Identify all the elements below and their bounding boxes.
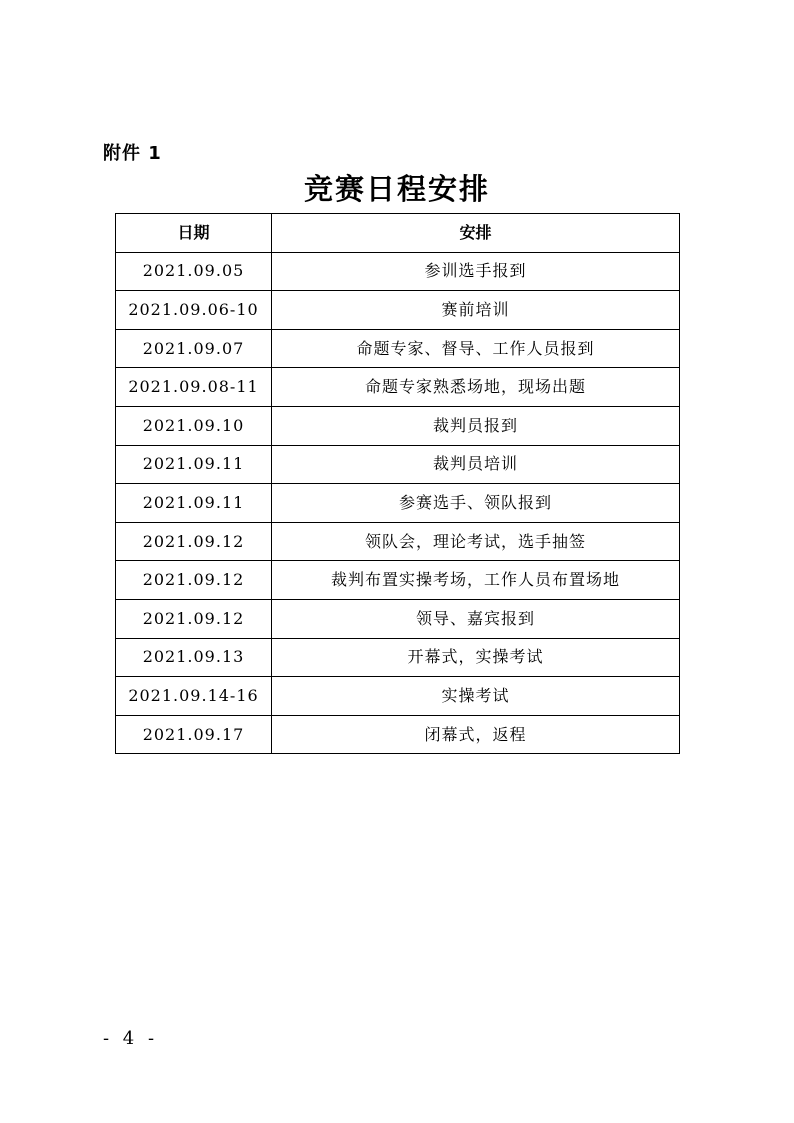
table-row xyxy=(116,291,680,330)
attachment-label: 附件 1 xyxy=(103,143,162,164)
schedule-table xyxy=(115,213,680,754)
table-row xyxy=(116,252,680,291)
date-cell: 2021.09.10 xyxy=(116,406,272,445)
date-cell: 2021.09.12 xyxy=(116,599,272,638)
date-cell: 2021.09.14-16 xyxy=(116,677,272,716)
table-row xyxy=(116,561,680,600)
table-row xyxy=(116,445,680,484)
document-title: 竞赛日程安排 xyxy=(303,172,490,206)
plan-cell: 开幕式，实操考试 xyxy=(272,638,680,677)
plan-cell: 赛前培训 xyxy=(272,291,680,330)
table-row xyxy=(116,368,680,407)
date-cell: 2021.09.11 xyxy=(116,484,272,523)
plan-cell: 实操考试 xyxy=(272,677,680,716)
table-row xyxy=(116,599,680,638)
table-row xyxy=(116,484,680,523)
page-number: - 4 - xyxy=(103,1028,159,1049)
table-row xyxy=(116,329,680,368)
date-cell: 2021.09.12 xyxy=(116,522,272,561)
plan-cell: 参赛选手、领队报到 xyxy=(272,484,680,523)
table-row xyxy=(116,406,680,445)
plan-cell: 裁判员报到 xyxy=(272,406,680,445)
date-cell: 2021.09.13 xyxy=(116,638,272,677)
plan-cell: 闭幕式，返程 xyxy=(272,715,680,754)
plan-cell: 裁判布置实操考场，工作人员布置场地 xyxy=(272,561,680,600)
date-cell: 2021.09.06-10 xyxy=(116,291,272,330)
date-cell: 2021.09.08-11 xyxy=(116,368,272,407)
table-row xyxy=(116,638,680,677)
table-header-row xyxy=(116,214,680,253)
date-cell: 2021.09.05 xyxy=(116,252,272,291)
table-row xyxy=(116,677,680,716)
plan-cell: 参训选手报到 xyxy=(272,252,680,291)
plan-cell: 领导、嘉宾报到 xyxy=(272,599,680,638)
table-row xyxy=(116,522,680,561)
plan-column-header: 安排 xyxy=(272,214,680,253)
plan-cell: 裁判员培训 xyxy=(272,445,680,484)
plan-cell: 命题专家熟悉场地，现场出题 xyxy=(272,368,680,407)
plan-cell: 命题专家、督导、工作人员报到 xyxy=(272,329,680,368)
date-cell: 2021.09.17 xyxy=(116,715,272,754)
plan-cell: 领队会，理论考试，选手抽签 xyxy=(272,522,680,561)
table-row xyxy=(116,715,680,754)
date-cell: 2021.09.12 xyxy=(116,561,272,600)
date-cell: 2021.09.11 xyxy=(116,445,272,484)
date-column-header: 日期 xyxy=(116,214,272,253)
date-cell: 2021.09.07 xyxy=(116,329,272,368)
